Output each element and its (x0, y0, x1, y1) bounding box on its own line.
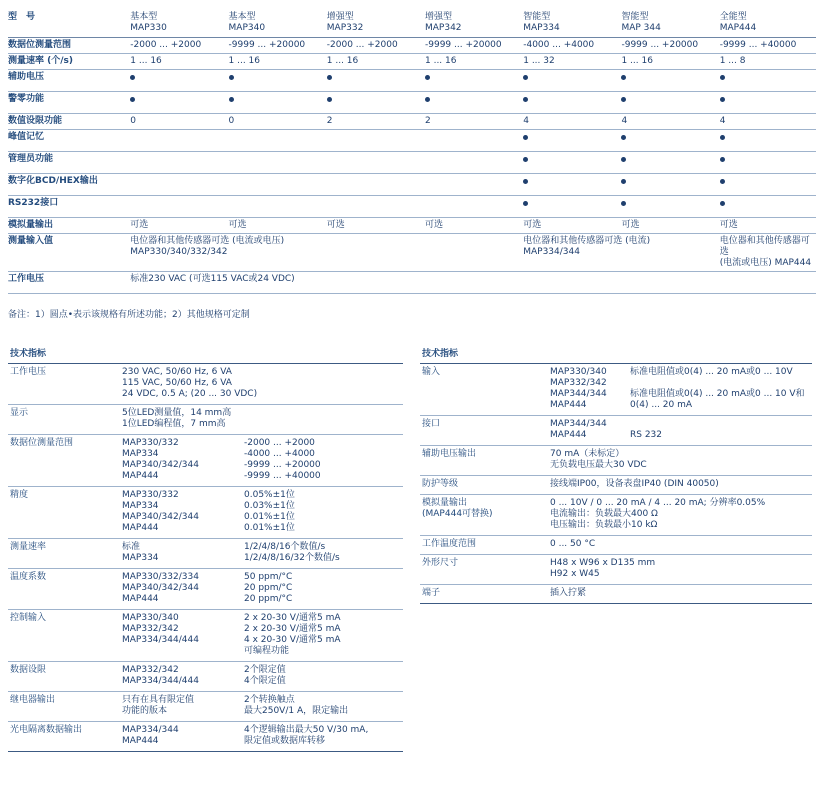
model-col-1: 基本型 MAP330 (128, 10, 226, 38)
feature-dot-icon (621, 179, 626, 184)
model-col-4: 增强型 MAP342 (423, 10, 521, 38)
feature-dot-icon (720, 97, 725, 102)
feature-dot-icon (720, 135, 725, 140)
feature-dot-icon (621, 97, 626, 102)
tech-spec-right (420, 349, 812, 604)
spec-row-analog: 模拟量输出 (MAP444可替换) 0 ... 10V / 0 ... 20 mA / 4 ... 20 mA; 分辨率0.05% 电流输出：负载最大400 Ω 电压输出：负载最小10 kΩ (420, 495, 812, 536)
spec-row-control: 控制输入 MAP330/340 2 x 20-30 V/通常5 mA MAP332/342 2 x 20-30 V/通常5 mA MAP334/344/444 4 x 20-30 V/通常5 mA 可编程功能 (8, 610, 403, 662)
table-row: 测量速率 (个/s) 1 ... 16 1 ... 16 1 ... 16 1 ... 16 1 ... 32 1 ... 16 1 ... 8 (8, 54, 816, 70)
feature-dot-icon (720, 75, 725, 80)
spec-row-interface: 接口 MAP344/344 MAP444 RS 232 (420, 416, 812, 446)
spec-row-tempco: 温度系数 MAP330/332/334 50 ppm/°C MAP340/342/344 20 ppm/°C MAP444 20 ppm/°C (8, 569, 403, 610)
spec-title: 技术指标 (8, 349, 403, 364)
feature-dot-icon (621, 135, 626, 140)
spec-row-voltage: 工作电压 230 VAC, 50/60 Hz, 6 VA 115 VAC, 50/60 Hz, 6 VA 24 VDC, 0.5 A; (20 ... 30 VDC) (8, 364, 403, 405)
spec-row-protection: 防护等级 接线端IP00，设备表盘IP40 (DIN 40050) (420, 476, 812, 495)
table-row: 警零功能 (8, 92, 816, 114)
table-row: 辅助电压 (8, 70, 816, 92)
model-col-7: 全能型 MAP444 (718, 10, 816, 38)
table-row: 数据位测量范围 -2000 ... +2000 -9999 ... +20000 -2000 ... +2000 -9999 ... +20000 -4000 ... +4000 -9999 ... +20000 -9999 ... +40000 (8, 38, 816, 54)
model-col-2: 基本型 MAP340 (227, 10, 325, 38)
feature-dot-icon (621, 75, 626, 80)
model-comparison-table (8, 10, 816, 294)
footnote: 备注：1）圆点•表示该规格有所述功能；2）其他规格可定制 (8, 310, 250, 320)
feature-dot-icon (621, 201, 626, 206)
feature-dot-icon (523, 157, 528, 162)
feature-dot-icon (229, 75, 234, 80)
feature-dot-icon (130, 97, 135, 102)
model-col-6: 智能型 MAP 344 (619, 10, 717, 38)
table-row: 管理员功能 (8, 152, 816, 174)
spec-row-rate: 测量速率 标准 1/2/4/8/16个数值/s MAP334 1/2/4/8/16/32个数值/s (8, 539, 403, 569)
spec-row-dims: 外形尺寸 H48 x W96 x D135 mm H92 x W45 (420, 555, 812, 585)
spec-row-relay: 继电器输出 只有在具有限定值 2个转换触点 功能的版本 最大250V/1 A，限定输出 (8, 692, 403, 722)
table-row: 峰值记忆 (8, 130, 816, 152)
feature-dot-icon (720, 179, 725, 184)
table-header-row (8, 10, 816, 38)
tech-spec-left (8, 349, 403, 752)
feature-dot-icon (425, 97, 430, 102)
table-row: 数值设限功能 0 0 2 2 4 4 4 (8, 114, 816, 130)
spec-row-temp: 工作温度范围 0 ... 50 °C (420, 536, 812, 555)
spec-row-range: 数据位测量范围 MAP330/332 -2000 ... +2000 MAP334 -4000 ... +4000 MAP340/342/344 -9999 ... +20000 MAP444 -9999 ... +40000 (8, 435, 403, 487)
model-col-3: 增强型 MAP332 (325, 10, 423, 38)
spec-row-accuracy: 精度 MAP330/332 0.05%±1位 MAP334 0.03%±1位 MAP340/342/344 0.01%±1位 MAP444 0.01%±1位 (8, 487, 403, 539)
spec-row-input: 输入 MAP330/340 标准电阻值或0(4) ... 20 mA或0 ... 10V MAP332/342 MAP344/344 标准电阻值或0(4) ... 20 mA或0 ... 10 V和 MAP444 0(4) ... 20 mA (420, 364, 812, 416)
feature-dot-icon (425, 75, 430, 80)
spec-row-limits: 数据设限 MAP332/342 2个限定值 MAP334/344/444 4个限定值 (8, 662, 403, 692)
spec-title: 技术指标 (420, 349, 812, 364)
feature-dot-icon (720, 157, 725, 162)
spec-row-terminal: 端子 插入拧紧 (420, 585, 812, 604)
feature-dot-icon (523, 97, 528, 102)
spec-row-opto: 光电隔离数据输出 MAP334/344 4个逻辑输出最大50 V/30 mA, MAP444 限定值或数据库转移 (8, 722, 403, 752)
feature-dot-icon (523, 201, 528, 206)
table-row: 模拟量输出 可选 可选 可选 可选 可选 可选 可选 (8, 218, 816, 234)
feature-dot-icon (130, 75, 135, 80)
feature-dot-icon (523, 179, 528, 184)
header-label: 型 号 (8, 10, 128, 38)
feature-dot-icon (327, 97, 332, 102)
table-row: 工作电压 标准230 VAC (可选115 VAC或24 VDC) (8, 272, 816, 294)
table-row: 数字化BCD/HEX输出 (8, 174, 816, 196)
feature-dot-icon (229, 97, 234, 102)
feature-dot-icon (720, 201, 725, 206)
table-row: 测量输入值 电位器和其他传感器可选 (电流或电压) MAP330/340/332/342 电位器和其他传感器可选 (电流) MAP334/344 电位器和其他传感器可选 (电流或电压) MAP444 (8, 234, 816, 272)
table-row: RS232接口 (8, 196, 816, 218)
feature-dot-icon (523, 135, 528, 140)
spec-row-display: 显示 5位LED测量值，14 mm高 1位LED编程值，7 mm高 (8, 405, 403, 435)
model-col-5: 智能型 MAP334 (521, 10, 619, 38)
feature-dot-icon (621, 157, 626, 162)
feature-dot-icon (523, 75, 528, 80)
feature-dot-icon (327, 75, 332, 80)
spec-row-aux: 辅助电压输出 70 mA（未标定） 无负载电压最大30 VDC (420, 446, 812, 476)
